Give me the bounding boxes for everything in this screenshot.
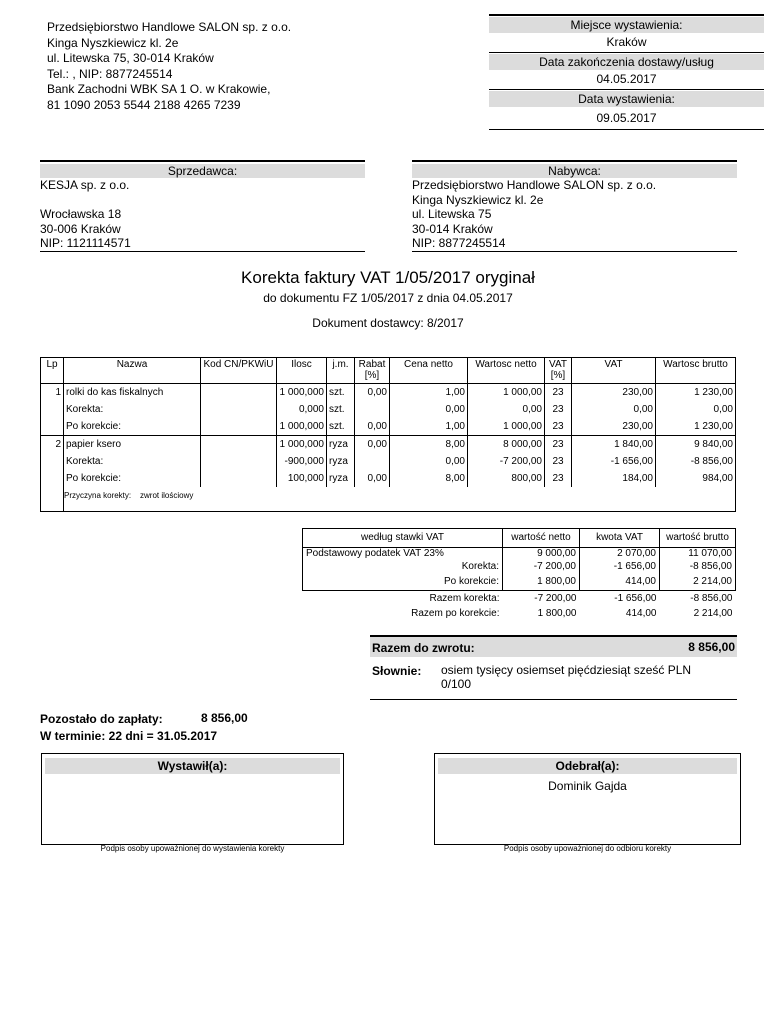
issuer-line: Bank Zachodni WBK SA 1 O. w Krakowie,: [47, 82, 271, 96]
cell-code: [201, 436, 277, 454]
document-title: Korekta faktury VAT 1/05/2017 oryginał: [241, 268, 535, 287]
cell-lp: 1: [41, 384, 64, 402]
col-net-value: Wartosc netto: [468, 358, 545, 384]
buyer-city: 30-014 Kraków: [412, 221, 493, 236]
buyer-header: Nabywca:: [412, 164, 737, 178]
cell-net-price: 1,00: [390, 418, 468, 436]
correction-reason: [64, 487, 736, 512]
cell-vat: 0,00: [572, 401, 656, 418]
cell-vat: -1 656,00: [572, 453, 656, 470]
table-row: [303, 591, 736, 607]
reason-row: [41, 487, 736, 512]
vat-total-net: 1 800,00: [537, 608, 577, 619]
cell-gross: 984,00: [656, 470, 736, 487]
cell-lp: [41, 418, 64, 436]
vat-row-label: Korekta:: [303, 559, 503, 574]
vat-net: -7 200,00: [503, 559, 580, 574]
col-qty: Ilosc: [277, 358, 327, 384]
signature-received-box: [434, 753, 741, 845]
document-subtitle: do dokumentu FZ 1/05/2017 z dnia 04.05.2017: [263, 291, 513, 305]
cell-vat: 230,00: [572, 418, 656, 436]
received-caption: Podpis osoby upoważnionej do odbioru korekty: [503, 844, 672, 853]
buyer-block: [412, 160, 737, 252]
vat-total-gross: 2 214,00: [693, 608, 733, 619]
vat-col-vat: kwota VAT: [580, 529, 660, 548]
cell-qty: 1 000,000: [277, 418, 327, 436]
cell-net-value: 1 000,00: [468, 418, 545, 436]
cell-qty: 1 000,000: [277, 384, 327, 402]
cell-vat-rate: 23: [545, 384, 572, 402]
vat-total-net: -7 200,00: [534, 593, 577, 604]
vat-col-gross: wartość brutto: [660, 529, 736, 548]
cell-unit: ryza: [327, 453, 355, 470]
cell-net-price: 8,00: [390, 436, 468, 454]
issuer-line: 81 1090 2053 5544 2188 4265 7239: [47, 97, 241, 112]
col-net-price: Cena netto: [390, 358, 468, 384]
cell-name: Korekta:: [64, 401, 201, 418]
col-vat-rate-label: VAT: [549, 359, 567, 370]
vat-summary-table: [302, 528, 736, 621]
vat-amount: 414,00: [580, 574, 660, 591]
table-row: [41, 384, 736, 402]
seller-street: Wrocławska 18: [40, 207, 122, 221]
cell-discount: 0,00: [355, 384, 390, 402]
place-value: Kraków: [606, 35, 647, 49]
col-code: Kod CN/PKWiU: [201, 358, 277, 384]
vat-gross: -8 856,00: [660, 559, 736, 574]
buyer-street: ul. Litewska 75: [412, 207, 492, 221]
seller-nip: NIP: 1121114571: [40, 236, 131, 250]
cell-gross: 0,00: [656, 401, 736, 418]
table-row: [41, 418, 736, 436]
cell-name: papier ksero: [64, 436, 201, 454]
vat-col-rate: według stawki VAT: [303, 529, 503, 548]
cell-name: Po korekcie:: [64, 470, 201, 487]
refund-block: [370, 635, 737, 700]
cell-qty: 0,000: [277, 401, 327, 418]
cell-net-price: 8,00: [390, 470, 468, 487]
cell-qty: 100,000: [277, 470, 327, 487]
cell-qty: 1 000,000: [277, 436, 327, 454]
col-vat: VAT: [572, 358, 656, 384]
delivery-date-label: Data zakończenia dostawy/usług: [489, 54, 764, 70]
table-row: [303, 606, 736, 621]
issuer-line: ul. Litewska 75, 30-014 Kraków: [47, 51, 214, 65]
cell-net-value: 800,00: [468, 470, 545, 487]
vat-rate-name: Podstawowy podatek VAT 23%: [303, 548, 503, 560]
words-label: Słownie:: [372, 664, 422, 678]
remaining-label: Pozostało do zapłaty:: [40, 712, 163, 726]
table-row: [303, 574, 736, 591]
buyer-name2: Kinga Nyszkiewicz kl. 2e: [412, 192, 544, 207]
cell-lp: [41, 453, 64, 470]
cell-name: Po korekcie:: [64, 418, 201, 436]
cell-vat: 230,00: [572, 384, 656, 402]
reason-value: zwrot ilościowy: [140, 491, 194, 500]
cell-lp: 2: [41, 436, 64, 454]
cell-net-value: -7 200,00: [468, 453, 545, 470]
vat-net: 1 800,00: [503, 574, 580, 591]
cell-vat-rate: 23: [545, 401, 572, 418]
issued-caption: Podpis osoby upoważnionej do wystawienia korekty: [100, 844, 285, 853]
cell-gross: 1 230,00: [656, 384, 736, 402]
table-row: [41, 436, 736, 454]
cell-vat: 184,00: [572, 470, 656, 487]
col-name: Nazwa: [64, 358, 201, 384]
cell-code: [201, 470, 277, 487]
table-row: [303, 548, 736, 560]
vat-gross: 11 070,00: [660, 548, 736, 560]
cell-vat-rate: 23: [545, 418, 572, 436]
cell-unit: szt.: [327, 401, 355, 418]
received-header: Odebrał(a):: [438, 758, 737, 774]
cell-discount: [355, 453, 390, 470]
vat-row-label: Po korekcie:: [303, 574, 503, 591]
seller-city: 30-006 Kraków: [40, 221, 121, 236]
col-unit: j.m.: [327, 358, 355, 384]
amount-in-words: [441, 663, 691, 691]
cell-vat: 1 840,00: [572, 436, 656, 454]
issuer-line: Kinga Nyszkiewicz kl. 2e: [47, 35, 179, 50]
vat-total-amount: 414,00: [625, 608, 657, 619]
table-row: [41, 401, 736, 418]
refund-label: Razem do zwrotu:: [372, 641, 475, 655]
issuer-line: Tel.: , NIP: 8877245514: [47, 66, 173, 81]
issue-date-label: Data wystawienia:: [489, 91, 764, 107]
cell-name: rolki do kas fiskalnych: [64, 384, 201, 402]
vat-amount: 2 070,00: [580, 548, 660, 560]
table-row: [41, 453, 736, 470]
cell-net-value: 1 000,00: [468, 384, 545, 402]
reason-label: Przyczyna korekty:: [64, 491, 132, 500]
cell-name: Korekta:: [64, 453, 201, 470]
cell-vat-rate: 23: [545, 453, 572, 470]
remaining-value: 8 856,00: [201, 711, 248, 725]
buyer-name: Przedsiębiorstwo Handlowe SALON sp. z o.o.: [412, 178, 657, 192]
issuer-line: Przedsiębiorstwo Handlowe SALON sp. z o.o.: [47, 20, 292, 34]
vat-total-amount: -1 656,00: [614, 593, 657, 604]
delivery-date-value: 04.05.2017: [596, 72, 657, 86]
cell-net-price: 1,00: [390, 384, 468, 402]
col-lp: Lp: [41, 358, 64, 384]
table-row: [303, 559, 736, 574]
cell-unit: szt.: [327, 384, 355, 402]
vat-total-gross: -8 856,00: [690, 593, 733, 604]
cell-discount: 0,00: [355, 436, 390, 454]
seller-name: KESJA sp. z o.o.: [40, 178, 130, 192]
info-boxes: [489, 14, 764, 130]
seller-name2: [40, 193, 365, 208]
cell-discount: [355, 401, 390, 418]
col-discount: [355, 358, 390, 384]
cell-unit: ryza: [327, 470, 355, 487]
cell-discount: 0,00: [355, 470, 390, 487]
signature-issued-box: [41, 753, 344, 845]
cell-gross: 1 230,00: [656, 418, 736, 436]
issued-header: Wystawił(a):: [45, 758, 340, 774]
cell-code: [201, 401, 277, 418]
cell-gross: -8 856,00: [656, 453, 736, 470]
issuer-block: [47, 20, 291, 113]
col-gross: Wartosc brutto: [656, 358, 736, 384]
col-discount-unit: [%]: [364, 370, 380, 381]
seller-header: Sprzedawca:: [40, 164, 365, 178]
received-name: Dominik Gajda: [548, 779, 627, 793]
cell-code: [201, 418, 277, 436]
buyer-nip: NIP: 8877245514: [412, 236, 506, 250]
cell-net-value: 8 000,00: [468, 436, 545, 454]
cell-gross: 9 840,00: [656, 436, 736, 454]
cell-vat-rate: 23: [545, 436, 572, 454]
col-discount-label: Rabat: [358, 359, 386, 370]
seller-block: [40, 160, 365, 252]
cell-qty: -900,000: [277, 453, 327, 470]
cell-net-price: 0,00: [390, 453, 468, 470]
supplier-document: Dokument dostawcy: 8/2017: [312, 316, 464, 330]
cell-unit: szt.: [327, 418, 355, 436]
col-vat-rate: [545, 358, 572, 384]
payment-term: W terminie: 22 dni = 31.05.2017: [40, 729, 218, 743]
place-label: Miejsce wystawienia:: [489, 17, 764, 33]
table-row: [41, 470, 736, 487]
issue-date-value: 09.05.2017: [596, 111, 657, 125]
refund-amount: 8 856,00: [688, 640, 735, 654]
cell-code: [201, 384, 277, 402]
vat-total-label: Razem korekta:: [429, 593, 500, 604]
cell-discount: 0,00: [355, 418, 390, 436]
vat-col-net: wartość netto: [503, 529, 580, 548]
cell-code: [201, 453, 277, 470]
cell-lp: [41, 401, 64, 418]
amount-words-line2: 0/100: [441, 677, 472, 691]
vat-amount: -1 656,00: [580, 559, 660, 574]
cell-net-price: 0,00: [390, 401, 468, 418]
cell-unit: ryza: [327, 436, 355, 454]
col-vat-rate-unit: [%]: [550, 370, 566, 381]
cell-lp: [41, 470, 64, 487]
amount-words-line1: osiem tysięcy osiemset pięćdziesiąt sześć PLN: [441, 663, 692, 677]
vat-total-label: Razem po korekcie:: [411, 608, 500, 619]
cell-net-value: 0,00: [468, 401, 545, 418]
vat-net: 9 000,00: [503, 548, 580, 560]
vat-gross: 2 214,00: [660, 574, 736, 591]
cell-vat-rate: 23: [545, 470, 572, 487]
items-table: [40, 357, 736, 512]
